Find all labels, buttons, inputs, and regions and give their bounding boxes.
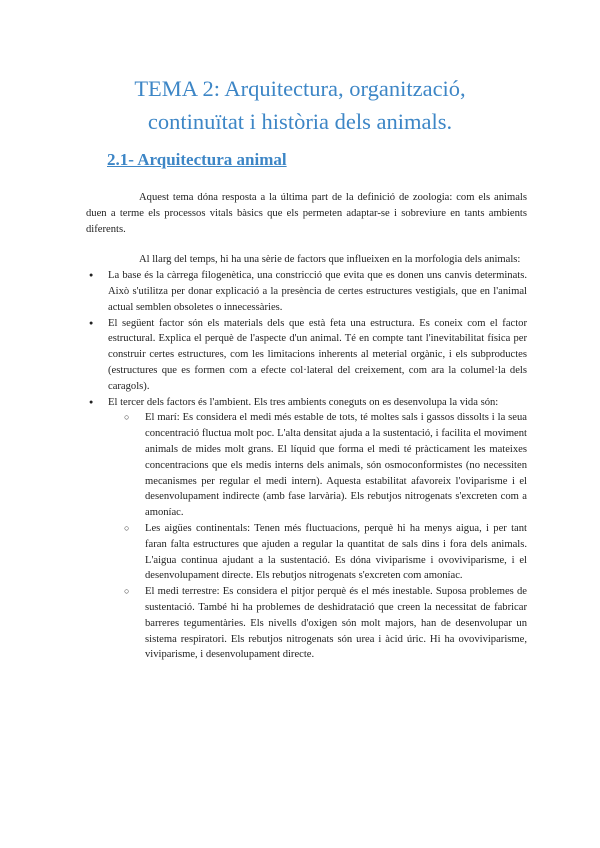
list-item-environment — [108, 395, 527, 664]
document-body — [86, 190, 527, 663]
factors-list — [86, 268, 527, 663]
environments-list — [108, 410, 527, 663]
title-line-2: continuïtat i història dels animals. — [147, 109, 453, 134]
intro-paragraph: Aquest tema dóna resposta a la última part de la definició de zoologia: com els animals duen a terme els processos vitals bàsics que els permeten adaptar-se i sobreviure en tants ambients diferents. — [86, 192, 527, 235]
list-item-terrestrial: ○ El medi terrestre: Es considera el pitjor perquè és el més inestable. Suposa problemes de sustentació. També hi ha problemes de deshidratació que creen la necessitat de fabricar barreres tegumentàries. Els nivells d'oxigen són molt majors, han de desenvolupar un sistema respiratori. Els rebutjos nitrogenats són urea i àcid úric. Hi ha ovoviviparisme, viviparisme, i desenvolupament directe. — [145, 584, 527, 663]
title-line-1: TEMA 2: Arquitectura, organització, — [134, 76, 466, 101]
list-item-marine: ○ El marí: Es considera el medi més estable de tots, té moltes sals i gassos dissolts i la seua concentració fluctua molt poc. L'alta densitat ajuda a la sustentació, i facilita el moviment animals de mides molt grans. El líquid que forma el medi té pràcticament les mateixes concentracions que els medis interns dels animals, són osmoconformistes (no necessiten mecanismes per regular el medi intern). Aquesta estabilitat afavoreix l'oviparisme i el desenvolupament indirecte (amb fase larvària). Els rebutjos nitrogenats s'excreten com a amoníac. — [145, 410, 527, 521]
factors-intro-paragraph: Al llarg del temps, hi ha una sèrie de factors que influeixen en la morfologia dels animals: — [139, 254, 521, 266]
list-item-structural: ● El següent factor són els materials dels que està feta una estructura. Es coneix com el factor estructural. Explica el perquè de l'aspecte d'un animal. Té en compte tant l'inevitabilitat física per construir certes estructures, com les limitacions inherents al meterial orgànic, i els subproductes (estructures que es formen com a efecte col·lateral del creixement, com ara la columel·la dels caragols). — [108, 316, 527, 395]
environment-intro: El tercer dels factors és l'ambient. Els tres ambients coneguts on es desenvolupa la vida són: — [108, 396, 499, 408]
list-item-phylogenetic: ● La base és la càrrega filogenètica, una constricció que evita que es donen uns canvis determinats. Això s'utilitza per donar explicació a la presència de certes estructures vestigials, que en l'animal actual semblen obsoletes o innecessàries. — [108, 268, 527, 315]
list-item-freshwater: ○ Les aigües continentals: Tenen més fluctuacions, perquè hi ha menys aigua, i per tant faran falta estructures que ajuden a regular la quantitat de sals dins i fora dels animals. L'aigua continua ajudant a la sustentació. Es dóna viviparisme i ovoviviparisme, i el desenvolupament directe. Els rebutjos nitrogenats s'excreten com amoníac. — [145, 521, 527, 584]
section-heading: 2.1- Arquitectura animal — [107, 150, 287, 169]
page-title — [60, 72, 540, 138]
